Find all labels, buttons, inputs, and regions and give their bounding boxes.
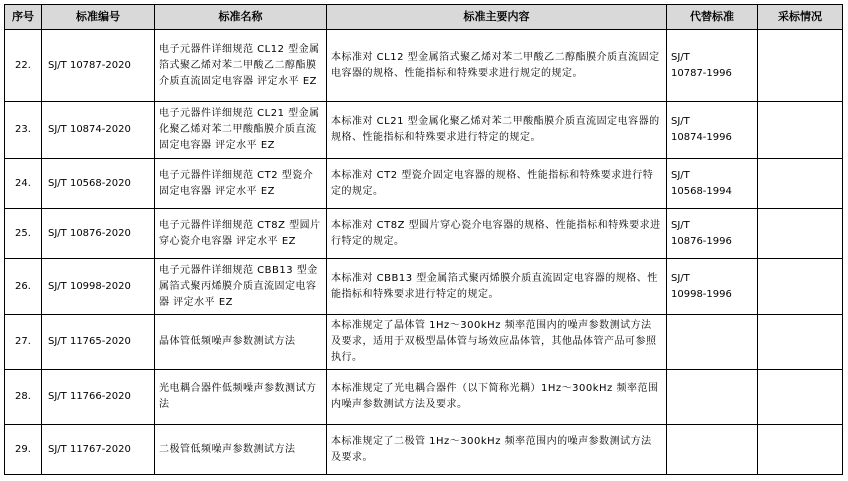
table-row (5, 425, 843, 475)
header-content: 标准主要内容 (327, 5, 667, 30)
row-no: 26. (5, 259, 42, 315)
row-code: SJ/T 11766-2020 (42, 370, 155, 425)
replace-prefix: SJ/T (671, 169, 690, 181)
row-content: 本标准对 CT8Z 型圆片穿心瓷介电容器的规格、性能指标和特殊要求进行特定的规定。 (327, 209, 667, 259)
row-status (758, 315, 843, 370)
row-replace (667, 259, 758, 315)
row-content: 本标准对 CL12 型金属箔式聚乙烯对苯二甲酸乙二醇酯膜介质直流固定电容器的规格、性能指标和特殊要求进行规定的规定。 (327, 30, 667, 102)
row-name: 电子元器件详细规范 CL21 型金属化聚乙烯对苯二甲酸酯膜介质直流固定电容器 评定水平 EZ (155, 102, 327, 159)
replace-prefix: SJ/T (671, 51, 690, 63)
row-no: 28. (5, 370, 42, 425)
row-status (758, 209, 843, 259)
row-name: 电子元器件详细规范 CT2 型瓷介固定电容器 评定水平 EZ (155, 159, 327, 209)
row-name: 二极管低频噪声参数测试方法 (155, 425, 327, 475)
row-name: 电子元器件详细规范 CL12 型金属箔式聚乙烯对苯二甲酸乙二醇酯膜介质直流固定电容器 评定水平 EZ (155, 30, 327, 102)
row-no: 22. (5, 30, 42, 102)
row-status (758, 102, 843, 159)
table-row (5, 315, 843, 370)
replace-number: 10876-1996 (671, 235, 732, 247)
row-content: 本标准对 CBB13 型金属箔式聚丙烯膜介质直流固定电容器的规格、性能指标和特殊要求进行特定的规定。 (327, 259, 667, 315)
row-content: 本标准对 CT2 型瓷介固定电容器的规格、性能指标和特殊要求进行特定的规定。 (327, 159, 667, 209)
header-no: 序号 (5, 5, 42, 30)
table-row (5, 209, 843, 259)
row-status (758, 370, 843, 425)
standards-table (4, 4, 843, 475)
row-replace (667, 30, 758, 102)
row-content: 本标准规定了二极管 1Hz～300kHz 频率范围内的噪声参数测试方法及要求。 (327, 425, 667, 475)
row-code: SJ/T 10874-2020 (42, 102, 155, 159)
row-code: SJ/T 10876-2020 (42, 209, 155, 259)
row-code: SJ/T 11767-2020 (42, 425, 155, 475)
row-replace (667, 425, 758, 475)
table-row (5, 370, 843, 425)
table-row (5, 30, 843, 102)
replace-number: 10998-1996 (671, 288, 732, 300)
replace-prefix: SJ/T (671, 116, 690, 127)
replace-number: 10874-1996 (671, 132, 732, 143)
row-code: SJ/T 11765-2020 (42, 315, 155, 370)
row-code: SJ/T 10568-2020 (42, 159, 155, 209)
row-status (758, 259, 843, 315)
row-no: 29. (5, 425, 42, 475)
row-name: 晶体管低频噪声参数测试方法 (155, 315, 327, 370)
row-replace (667, 370, 758, 425)
header-row (5, 5, 843, 30)
header-status: 采标情况 (758, 5, 843, 30)
header-name: 标准名称 (155, 5, 327, 30)
row-code: SJ/T 10998-2020 (42, 259, 155, 315)
row-content: 本标准对 CL21 型金属化聚乙烯对苯二甲酸酯膜介质直流固定电容器的规格、性能指标和特殊要求进行特定的规定。 (327, 102, 667, 159)
row-code: SJ/T 10787-2020 (42, 30, 155, 102)
row-replace (667, 315, 758, 370)
row-name: 光电耦合器件低频噪声参数测试方法 (155, 370, 327, 425)
row-replace (667, 209, 758, 259)
row-no: 27. (5, 315, 42, 370)
row-replace (667, 102, 758, 159)
row-status (758, 425, 843, 475)
row-no: 23. (5, 102, 42, 159)
row-name: 电子元器件详细规范 CBB13 型金属箔式聚丙烯膜介质直流固定电容器 评定水平 EZ (155, 259, 327, 315)
row-name: 电子元器件详细规范 CT8Z 型圆片穿心瓷介电容器 评定水平 EZ (155, 209, 327, 259)
row-no: 25. (5, 209, 42, 259)
table-row (5, 102, 843, 159)
table-row (5, 259, 843, 315)
replace-prefix: SJ/T (671, 272, 690, 284)
row-status (758, 159, 843, 209)
replace-number: 10787-1996 (671, 67, 732, 79)
row-status (758, 30, 843, 102)
row-content: 本标准规定了光电耦合器件（以下简称光耦）1Hz～300kHz 频率范围内噪声参数测试方法及要求。 (327, 370, 667, 425)
row-no: 24. (5, 159, 42, 209)
table-row (5, 159, 843, 209)
row-content: 本标准规定了晶体管 1Hz～300kHz 频率范围内的噪声参数测试方法及要求，适用于双极型晶体管与场效应晶体管，其他晶体管产品可参照执行。 (327, 315, 667, 370)
replace-number: 10568-1994 (671, 185, 732, 197)
replace-prefix: SJ/T (671, 219, 690, 231)
header-replace: 代替标准 (667, 5, 758, 30)
header-code: 标准编号 (42, 5, 155, 30)
row-replace (667, 159, 758, 209)
